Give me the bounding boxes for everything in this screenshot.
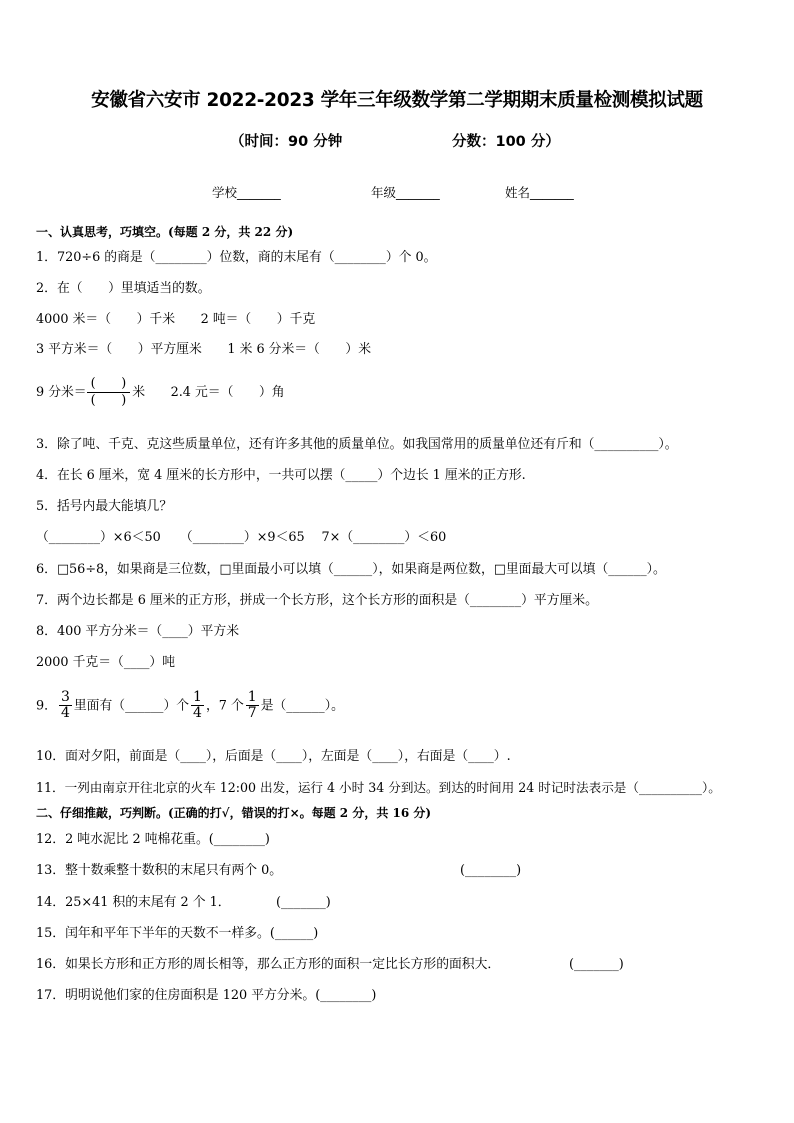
exam-score: 分数：100 分） — [452, 134, 560, 150]
q9-f2-denominator: 4 — [193, 705, 202, 722]
q9-f2-numerator: 1 — [193, 689, 202, 705]
q9-f1-numerator: 3 — [60, 689, 70, 705]
question-14-blank: (_______) — [276, 895, 331, 910]
name-field: 姓名_______ — [505, 185, 574, 200]
q9-fraction-1 — [59, 690, 72, 722]
question-5: 5．括号内最大能填几？ — [36, 499, 173, 514]
question-16-blank: (_______) — [569, 957, 624, 972]
question-2: 2．在（ ）里填适当的数。 — [36, 281, 211, 296]
question-10: 10．面对夕阳，前面是（____），后面是（____），左面是（____），右面是（____）. — [36, 749, 511, 764]
q9-mid2: ，7 个 — [205, 698, 244, 714]
question-13-blank: (________) — [460, 863, 522, 878]
question-5a: （________）×6＜50 （________）×9＜65 7×（________）＜60 — [36, 530, 447, 545]
question-2b: 3 平方米＝（ ）平方厘米 1 米 6 分米＝（ ）米 — [36, 342, 372, 357]
question-8: 8．400 平方分米＝（____）平方米 — [36, 624, 239, 639]
question-11: 11．一列由南京开往北京的火车 12:00 出发，运行 4 小时 34 分到达。到达的时间用 24 时记时法表示是（__________）。 — [36, 780, 721, 795]
q2c-numerator: ( ) — [87, 376, 131, 393]
question-6: 6．□56÷8，如果商是三位数，□里面最小可以填（______），如果商是两位数，□里面最大可以填（______）。 — [36, 562, 666, 577]
q9-f3-denominator: 7 — [247, 705, 257, 722]
q2c-fraction — [87, 376, 131, 409]
exam-title: 安徽省六安市 2022-2023 学年三年级数学第二学期期末质量检测模拟试题 — [91, 90, 703, 111]
question-2c — [36, 376, 285, 409]
q2c-prefix: 9 分米＝ — [36, 384, 87, 400]
question-15: 15．闰年和平年下半年的天数不一样多。(______) — [36, 926, 319, 941]
question-13: 13．整十数乘整十数积的末尾只有两个 0。 — [36, 863, 283, 878]
question-14: 14．25×41 积的末尾有 2 个 1． — [36, 895, 231, 910]
q9-mid1: 里面有（______）个 — [73, 698, 190, 714]
question-9 — [36, 690, 344, 722]
question-2a: 4000 米＝（ ）千米 2 吨＝（ ）千克 — [36, 312, 316, 327]
question-12: 12．2 吨水泥比 2 吨棉花重。(________) — [36, 832, 270, 847]
q9-prefix: 9． — [36, 698, 57, 714]
q2c-suffix: 米 2.4 元＝（ ）角 — [132, 384, 285, 400]
section2-heading: 二、仔细推敲，巧判断。(正确的打√，错误的打×。每题 2 分，共 16 分) — [36, 806, 432, 820]
question-4: 4．在长 6 厘米，宽 4 厘米的长方形中，一共可以摆（_____）个边长 1 厘米的正方形. — [36, 468, 526, 483]
question-7: 7．两个边长都是 6 厘米的正方形，拼成一个长方形，这个长方形的面积是（________）平方厘米。 — [36, 593, 598, 608]
grade-field: 年级_______ — [371, 185, 440, 200]
school-field: 学校_______ — [212, 185, 281, 200]
q9-f3-numerator: 1 — [247, 689, 257, 705]
q9-fraction-3 — [246, 690, 259, 722]
q2c-denominator: ( ) — [90, 392, 127, 408]
section1-heading: 一、认真思考，巧填空。(每题 2 分，共 22 分) — [36, 225, 294, 239]
question-17: 17．明明说他们家的住房面积是 120 平方分米。(________) — [36, 988, 377, 1003]
exam-time: （时间：90 分钟 — [230, 134, 343, 150]
q9-f1-denominator: 4 — [60, 705, 70, 722]
question-8b: 2000 千克＝（____）吨 — [36, 655, 176, 670]
question-3: 3．除了吨、千克、克这些质量单位，还有许多其他的质量单位。如我国常用的质量单位还有斤和（__________）。 — [36, 437, 678, 452]
question-16: 16．如果长方形和正方形的周长相等，那么正方形的面积一定比长方形的面积大． — [36, 957, 501, 972]
q9-fraction-2 — [191, 690, 204, 722]
question-1: 1．720÷6 的商是（________）位数，商的末尾有（________）个 0。 — [36, 250, 437, 265]
q9-suffix: 是（______）。 — [260, 698, 344, 714]
